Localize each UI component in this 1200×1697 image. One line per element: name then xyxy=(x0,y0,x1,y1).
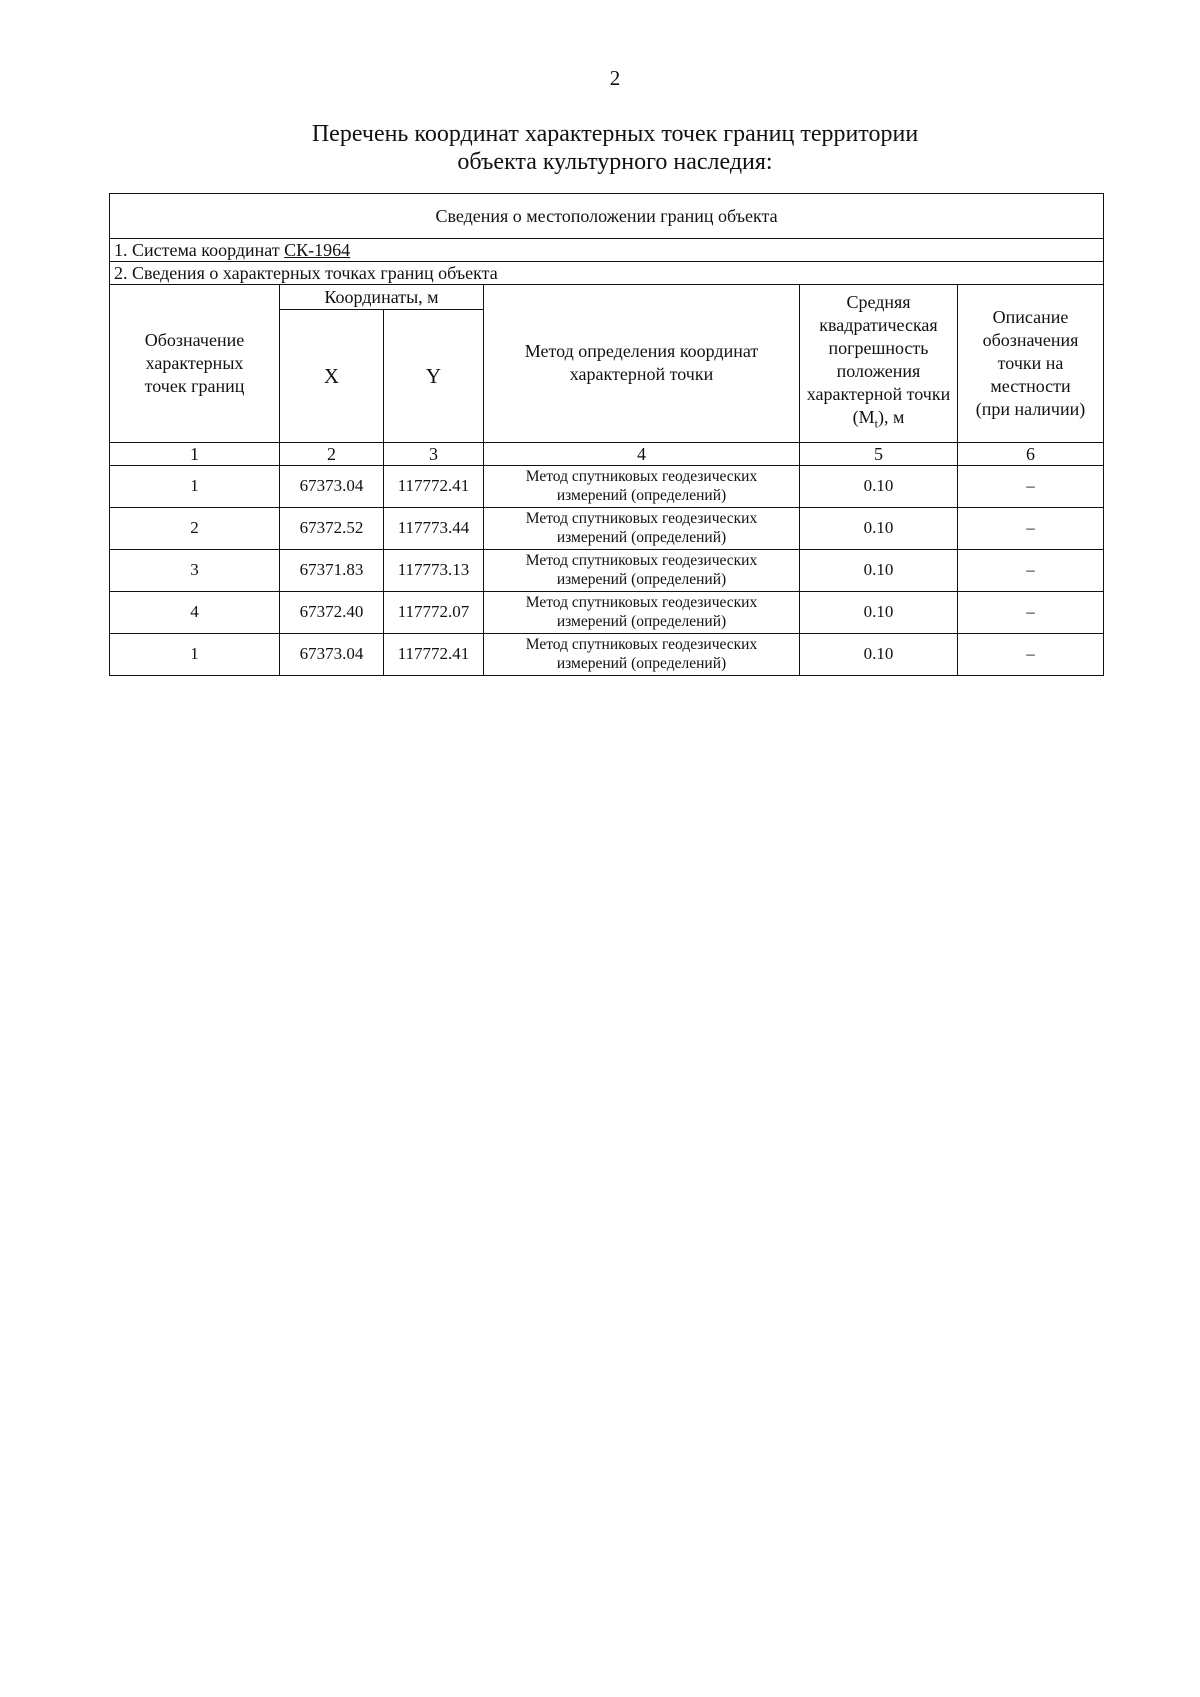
cell-point: 1 xyxy=(110,633,280,675)
header-method: Метод определения координат характерной точки xyxy=(484,285,800,443)
coord-system-label: 1. Система координат xyxy=(114,239,285,260)
cell-method: Метод спутниковых геодезических измерений (определений) xyxy=(484,465,800,507)
cell-description: – xyxy=(958,549,1104,591)
cell-method: Метод спутниковых геодезических измерений (определений) xyxy=(484,507,800,549)
document-title xyxy=(0,120,1200,176)
table-row xyxy=(110,549,1104,591)
coord-system-row xyxy=(110,239,1104,262)
column-number-2: 2 xyxy=(280,442,384,465)
cell-y: 117773.44 xyxy=(384,507,484,549)
cell-x: 67373.04 xyxy=(280,633,384,675)
cell-point: 1 xyxy=(110,465,280,507)
cell-x: 67371.83 xyxy=(280,549,384,591)
header-error-unit: ), м xyxy=(877,407,905,427)
header-error-text: Средняя квадратическая погрешность положения характерной точки (M xyxy=(806,292,951,427)
header-x: X xyxy=(280,309,384,442)
cell-x: 67373.04 xyxy=(280,465,384,507)
table-row xyxy=(110,633,1104,675)
cell-method: Метод спутниковых геодезических измерений (определений) xyxy=(484,633,800,675)
cell-error: 0.10 xyxy=(800,591,958,633)
column-number-4: 4 xyxy=(484,442,800,465)
cell-y: 117772.41 xyxy=(384,633,484,675)
cell-point: 2 xyxy=(110,507,280,549)
title-line-2: объекта культурного наследия: xyxy=(457,149,773,175)
column-number-6: 6 xyxy=(958,442,1104,465)
cell-y: 117772.41 xyxy=(384,465,484,507)
page-number: 2 xyxy=(609,66,621,90)
cell-description: – xyxy=(958,591,1104,633)
cell-y: 117772.07 xyxy=(384,591,484,633)
cell-point: 3 xyxy=(110,549,280,591)
cell-description: – xyxy=(958,633,1104,675)
header-y: Y xyxy=(384,309,484,442)
cell-error: 0.10 xyxy=(800,549,958,591)
cell-method: Метод спутниковых геодезических измерений (определений) xyxy=(484,591,800,633)
column-number-1: 1 xyxy=(110,442,280,465)
table-caption: Сведения о местоположении границ объекта xyxy=(110,194,1104,239)
cell-description: – xyxy=(958,465,1104,507)
header-description: Описание обозначения точки на местности (при наличии) xyxy=(958,285,1104,443)
header-coordinates-group: Координаты, м xyxy=(280,285,484,310)
cell-x: 67372.40 xyxy=(280,591,384,633)
coordinates-table xyxy=(109,193,1104,676)
coord-system-value: СК-1964 xyxy=(284,239,351,260)
table-row xyxy=(110,465,1104,507)
column-number-5: 5 xyxy=(800,442,958,465)
table-row xyxy=(110,507,1104,549)
column-number-3: 3 xyxy=(384,442,484,465)
header-point-designation: Обозначение характерных точек границ xyxy=(110,285,280,443)
points-section-row: 2. Сведения о характерных точках границ объекта xyxy=(110,262,1104,285)
cell-description: – xyxy=(958,507,1104,549)
cell-error: 0.10 xyxy=(800,633,958,675)
header-error-subscript: t xyxy=(874,416,878,431)
cell-point: 4 xyxy=(110,591,280,633)
cell-x: 67372.52 xyxy=(280,507,384,549)
cell-error: 0.10 xyxy=(800,507,958,549)
title-line-1: Перечень координат характерных точек границ территории xyxy=(311,121,919,147)
cell-error: 0.10 xyxy=(800,465,958,507)
cell-y: 117773.13 xyxy=(384,549,484,591)
header-error xyxy=(800,285,958,443)
cell-method: Метод спутниковых геодезических измерений (определений) xyxy=(484,549,800,591)
table-row xyxy=(110,591,1104,633)
